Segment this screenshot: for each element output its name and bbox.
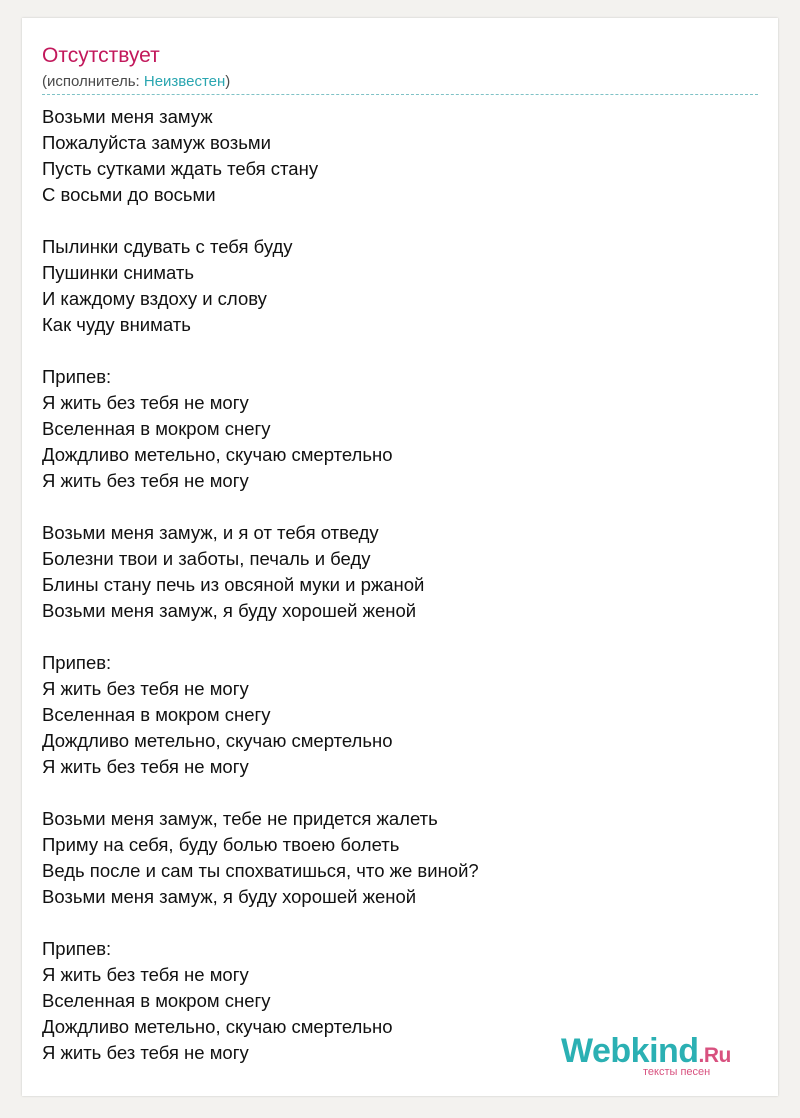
lyrics-line: Вселенная в мокром снегу (42, 990, 271, 1011)
lyrics-body (42, 104, 758, 1092)
webkind-logo[interactable] (561, 1032, 761, 1082)
lyrics-stanza (42, 650, 758, 780)
lyrics-line: Я жить без тебя не могу (42, 964, 249, 985)
lyrics-line: Дождливо метельно, скучаю смертельно (42, 730, 393, 751)
lyrics-line: Дождливо метельно, скучаю смертельно (42, 1016, 393, 1037)
header-divider (42, 94, 758, 95)
lyrics-line: Вселенная в мокром снегу (42, 418, 271, 439)
brand-tagline: тексты песен (643, 1066, 711, 1078)
lyrics-stanza (42, 364, 758, 494)
lyrics-line: Возьми меня замуж, я буду хорошей женой (42, 600, 417, 621)
lyrics-line: Ведь после и сам ты спохватишься, что же виной? (42, 860, 479, 881)
lyrics-line: Пожалуйста замуж возьми (42, 132, 271, 153)
lyrics-line: Я жить без тебя не могу (42, 1042, 249, 1063)
lyrics-line: Вселенная в мокром снегу (42, 704, 271, 725)
lyrics-stanza (42, 520, 758, 624)
lyrics-line: Блины стану печь из овсяной муки и ржаной (42, 574, 425, 595)
lyrics-line: Дождливо метельно, скучаю смертельно (42, 444, 393, 465)
lyrics-line: Я жить без тебя не могу (42, 470, 249, 491)
lyrics-line: Болезни твои и заботы, печаль и беду (42, 548, 371, 569)
artist-prefix: (исполнитель: (42, 73, 144, 90)
lyrics-line: Возьми меня замуж (42, 106, 213, 127)
lyrics-line: Приму на себя, буду болью твоею болеть (42, 834, 400, 855)
artist-suffix: ) (225, 73, 231, 90)
lyrics-line: Припев: (42, 938, 112, 959)
lyrics-stanza (42, 806, 758, 910)
lyrics-line: Как чуду внимать (42, 314, 191, 335)
lyrics-line: Я жить без тебя не могу (42, 678, 249, 699)
song-title: Отсутствует (42, 44, 160, 67)
lyrics-line: Пушинки снимать (42, 262, 195, 283)
lyrics-line: Пусть сутками ждать тебя стану (42, 158, 319, 179)
lyrics-line: С восьми до восьми (42, 184, 216, 205)
lyrics-stanza (42, 234, 758, 338)
lyrics-line: Я жить без тебя не могу (42, 756, 249, 777)
artist-link[interactable]: Неизвестен (143, 73, 226, 90)
brand-name-text: Webkind (561, 1032, 699, 1070)
lyrics-line: Припев: (42, 366, 112, 387)
lyrics-line: Возьми меня замуж, и я от тебя отведу (42, 522, 379, 543)
lyrics-line: Припев: (42, 652, 112, 673)
lyrics-line: Возьми меня замуж, тебе не придется жалеть (42, 808, 438, 829)
brand-tld: .Ru (698, 1044, 731, 1067)
lyrics-line: Пылинки сдувать с тебя буду (42, 236, 293, 257)
lyrics-line: Я жить без тебя не могу (42, 392, 249, 413)
lyrics-page (22, 18, 778, 1096)
lyrics-line: И каждому вздоху и слову (42, 288, 267, 309)
lyrics-line: Возьми меня замуж, я буду хорошей женой (42, 886, 417, 907)
artist-line (42, 72, 230, 92)
lyrics-stanza (42, 104, 758, 208)
